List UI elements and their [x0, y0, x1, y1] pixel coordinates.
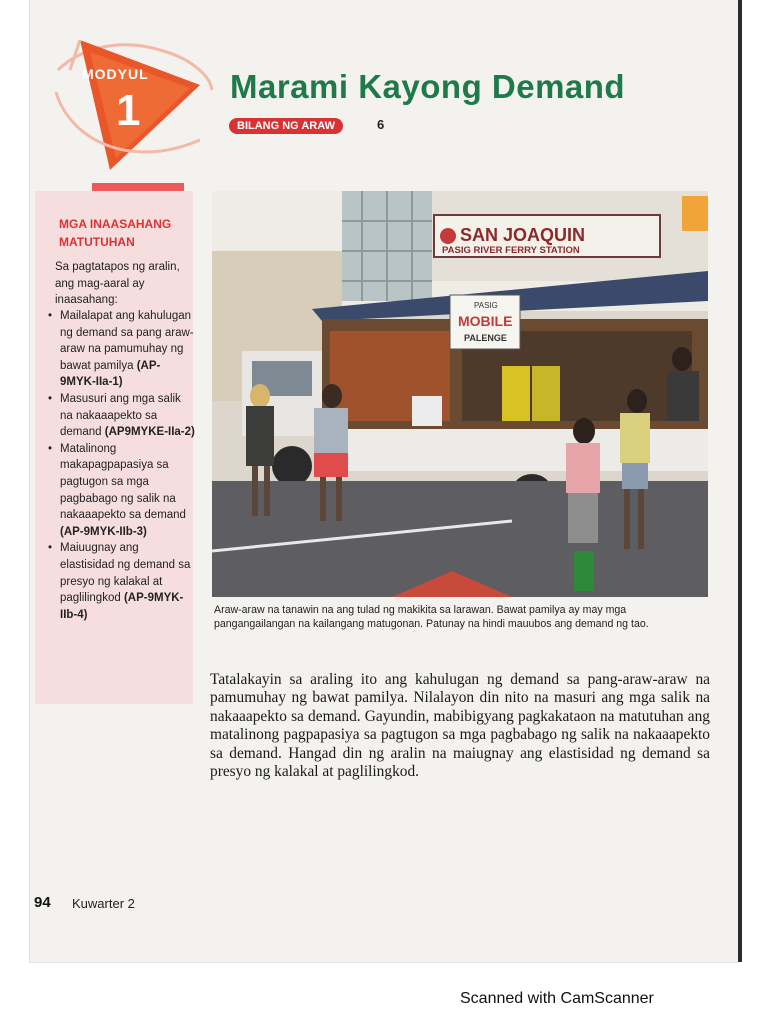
- photo-caption: Araw-araw na tanawin na ang tulad ng makikita sa larawan. Bawat pamilya ay may mga pangangailangan na kailangang matugonan. Patunay na hindi mauubos ang demand ng tao.: [214, 604, 649, 631]
- days-label-badge: BILANG NG ARAW: [229, 118, 343, 134]
- objective-code: (AP-9MYK-IIb-4): [60, 592, 184, 621]
- quarter-label: Kuwarter 2: [72, 896, 135, 911]
- station-sign-main: SAN JOAQUIN: [460, 225, 586, 245]
- objectives-intro: Sa pagtatapos ng aralin, ang mag-aaral ay inaasahang:: [55, 261, 180, 307]
- objective-code: (AP-9MYK-IIb-3): [60, 525, 147, 538]
- station-sign-sub: PASIG RIVER FERRY STATION: [442, 245, 580, 256]
- days-value: 6: [377, 117, 385, 132]
- objective-code: (AP-9MYK-IIa-1): [60, 359, 161, 389]
- objectives-heading: MGA INAASAHANG MATUTUHAN: [59, 217, 172, 249]
- page-edge-shadow: [738, 0, 742, 962]
- objective-item: • Matalinong makapagpapasiya sa pagtugon sa mga pagbabago ng salik na nakaaapekto sa demand (AP-9MYK-IIb-3): [46, 441, 196, 541]
- truck-sign-line3: PALENGE: [464, 333, 507, 343]
- page-title: Marami Kayong Demand: [230, 68, 626, 105]
- objective-item: • Masusuri ang mga salik na nakaaapekto sa demand (AP9MYKE-IIa-2): [46, 391, 196, 441]
- truck-sign-line1: PASIG: [474, 301, 498, 310]
- truck-sign-line2: MOBILE: [458, 313, 513, 329]
- intro-paragraph: Tatalakayin sa araling ito ang kahulugan ng demand sa pang-araw-araw na pamumuhay ng bawat pamilya. Nilalayon din nito na masuri ang mga salik na nakaaapekto sa demand. Gayundin, mabibigyang pagkakataon na matutuhan ang matalinong pagpapasiya sa pagtugon sa mga pagbabago ng salik na nakaaapekto sa demand. Hangad din ng aralin na maiugnay ang elastisidad ng demand sa presyo ng kalakal at paglilingkod.: [210, 671, 710, 781]
- market-photo: [212, 191, 708, 597]
- objective-item: • Maiuugnay ang elastisidad ng demand sa presyo ng kalakal at paglilingkod (AP-9MYK-IIb-4): [46, 540, 196, 623]
- objective-item: • Mailalapat ang kahulugan ng demand sa pang araw-araw na pamumuhay ng bawat pamilya (AP-9MYK-IIa-1): [46, 308, 196, 391]
- camscanner-watermark: Scanned with CamScanner: [460, 990, 654, 1007]
- page-number: 94: [34, 894, 51, 911]
- module-number: 1: [116, 86, 141, 135]
- objectives-list: [46, 308, 196, 623]
- module-label: MODYUL: [82, 66, 149, 82]
- objective-code: (AP9MYKE-IIa-2): [104, 426, 195, 439]
